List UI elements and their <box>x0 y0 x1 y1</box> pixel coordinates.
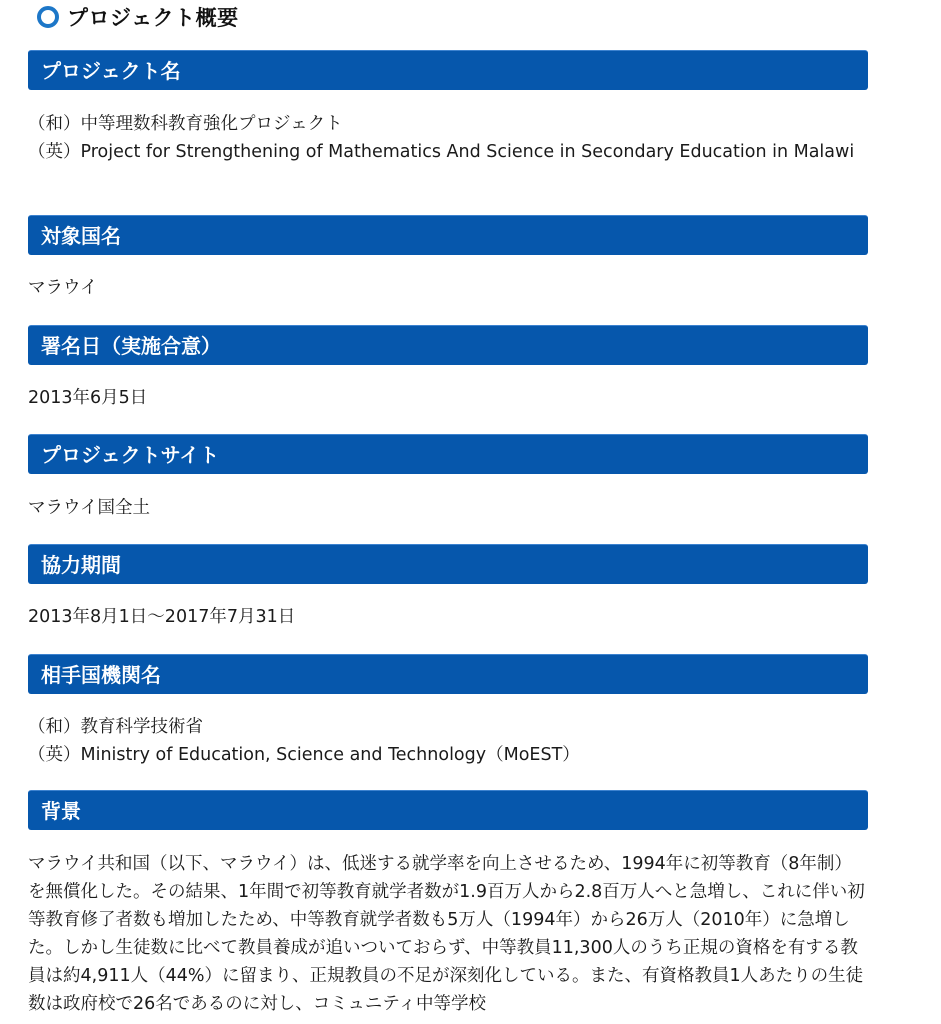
section-body-project-site <box>28 494 868 522</box>
section-body-background <box>28 850 868 1018</box>
section-header-signing-date: 署名日（実施合意） <box>28 325 868 365</box>
section-body-country <box>28 274 868 302</box>
page-heading <box>37 2 239 32</box>
circle-bullet-icon <box>37 6 59 28</box>
section-header-country: 対象国名 <box>28 215 868 255</box>
section-header-background: 背景 <box>28 790 868 830</box>
section-header-cooperation-period: 協力期間 <box>28 544 868 584</box>
page-title: プロジェクト概要 <box>67 6 239 30</box>
project-name-japanese: （和）中等理数科教育強化プロジェクト <box>28 114 343 134</box>
section-body-signing-date <box>28 384 868 412</box>
section-body-counterpart <box>28 713 868 769</box>
background-text: マラウイ共和国（以下、マラウイ）は、低迷する就学率を向上させるため、1994年に初等教育（8年制）を無償化した。その結果、1年間で初等教育就学者数が1.9百万人から2.8百万人へと急増し、これに伴い初等教育修了者数も増加したため、中等教育就学者数も5万人（1994年）から26万人（2010年）に急増した。しかし生徒数に比べて教員養成が追いついておらず、中等教員11,300人のうち正規の資格を有する教員は約4,911人（44%）に留まり、正規教員の不足が深刻化している。また、有資格教員1人あたりの生徒数は政府校で26名であるのに対し、コミュニティ中等学校 <box>28 854 865 1014</box>
cooperation-period-value: 2013年8月1日～2017年7月31日 <box>28 607 296 627</box>
country-value: マラウイ <box>28 278 98 298</box>
counterpart-english: （英）Ministry of Education, Science and Technology（MoEST） <box>28 745 580 765</box>
project-name-english: （英）Project for Strengthening of Mathematics And Science in Secondary Education in Malawi <box>28 142 855 162</box>
section-header-project-name: プロジェクト名 <box>28 50 868 90</box>
project-site-value: マラウイ国全土 <box>28 498 150 518</box>
section-header-counterpart: 相手国機関名 <box>28 654 868 694</box>
counterpart-japanese: （和）教育科学技術省 <box>28 717 203 737</box>
section-header-project-site: プロジェクトサイト <box>28 434 868 474</box>
signing-date-value: 2013年6月5日 <box>28 388 148 408</box>
section-body-project-name <box>28 110 868 166</box>
section-body-cooperation-period <box>28 603 868 631</box>
